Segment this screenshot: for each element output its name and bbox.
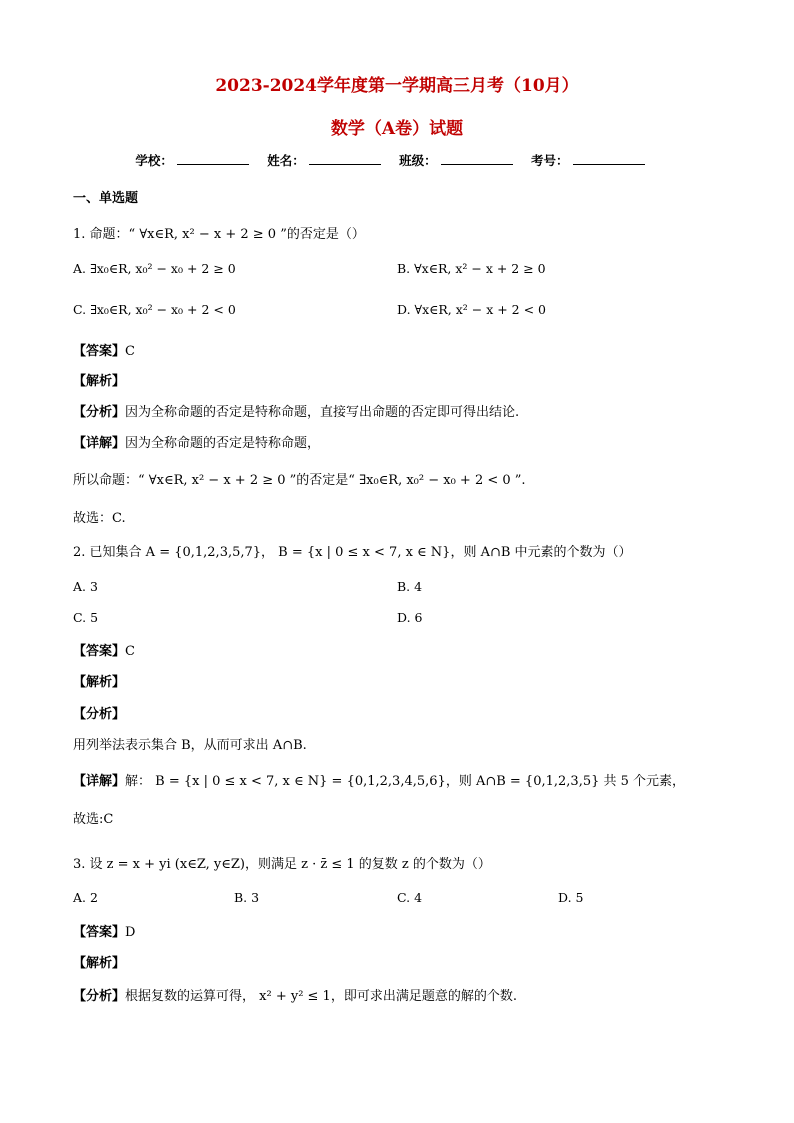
q3-fenxi — [73, 985, 517, 1004]
name-blank — [309, 152, 381, 165]
q3-answer — [73, 921, 135, 940]
q2-fenxi-tag: 【分析】 — [73, 707, 126, 722]
answer-tag: 【答案】 — [73, 925, 126, 940]
q2-option-d: D. 6 — [397, 610, 423, 625]
q1-explanation-line: 所以命题：“ ∀x∈R, x² − x + 2 ≥ 0 ”的否定是“ ∃x₀∈R, x₀² − x₀ + 2 < 0 ”. — [73, 473, 526, 488]
q3-stem: 3. 设 z = x + yi (x∈Z, y∈Z)，则满足 z · z̄ ≤ 1 的复数 z 的个数为（） — [73, 857, 491, 872]
q1-choose: 故选：C. — [73, 511, 126, 526]
xiangjie-text: 解： B = {x | 0 ≤ x < 7, x ∈ N} = {0,1,2,3,4,5,6}，则 A∩B = {0,1,2,3,5} 共 5 个元素， — [125, 774, 686, 789]
answer-value: D — [125, 925, 136, 940]
answer-tag: 【答案】 — [73, 644, 126, 659]
q3-option-d: D. 5 — [558, 890, 584, 905]
fenxi-text: 根据复数的运算可得， x² + y² ≤ 1，即可求出满足题意的解的个数. — [125, 989, 517, 1004]
student-info-line — [0, 151, 794, 169]
q2-xiangjie — [73, 770, 685, 789]
q2-fenxi-text: 用列举法表示集合 B，从而可求出 A∩B. — [73, 738, 307, 753]
q2-answer — [73, 640, 135, 659]
exam-subtitle: 数学（A卷）试题 — [330, 119, 464, 139]
xiangjie-text: 因为全称命题的否定是特称命题， — [125, 436, 321, 451]
answer-tag: 【答案】 — [73, 344, 126, 359]
q1-analysis-tag: 【解析】 — [73, 374, 126, 389]
q1-option-d: D. ∀x∈R, x² − x + 2 < 0 — [397, 302, 547, 317]
class-blank — [441, 152, 513, 165]
q2-option-c: C. 5 — [73, 610, 99, 625]
q3-option-a: A. 2 — [73, 890, 98, 905]
answer-value: C — [125, 344, 135, 359]
q2-choose: 故选:C — [73, 812, 114, 827]
q2-stem: 2. 已知集合 A = {0,1,2,3,5,7}， B = {x | 0 ≤ x < 7, x ∈ N}，则 A∩B 中元素的个数为（） — [73, 545, 632, 560]
fenxi-text: 因为全称命题的否定是特称命题，直接写出命题的否定即可得出结论. — [125, 405, 520, 420]
name-label: 姓名： — [267, 153, 305, 168]
q2-option-a: A. 3 — [73, 579, 98, 594]
class-label: 班级： — [399, 153, 437, 168]
answer-value: C — [125, 644, 135, 659]
school-label: 学校： — [135, 153, 173, 168]
q3-analysis-tag: 【解析】 — [73, 956, 126, 971]
q3-option-c: C. 4 — [397, 890, 423, 905]
q2-option-b: B. 4 — [397, 579, 423, 594]
q1-option-b: B. ∀x∈R, x² − x + 2 ≥ 0 — [397, 261, 546, 276]
q3-option-b: B. 3 — [234, 890, 260, 905]
q1-answer — [73, 340, 135, 359]
q1-option-c: C. ∃x₀∈R, x₀² − x₀ + 2 < 0 — [73, 302, 236, 317]
xiangjie-tag: 【详解】 — [73, 774, 126, 789]
fenxi-tag: 【分析】 — [73, 405, 126, 420]
q1-fenxi — [73, 401, 519, 420]
id-label: 考号： — [531, 153, 569, 168]
q2-analysis-tag: 【解析】 — [73, 675, 126, 690]
id-blank — [573, 152, 645, 165]
fenxi-tag: 【分析】 — [73, 989, 126, 1004]
q1-stem: 1. 命题：“ ∀x∈R, x² − x + 2 ≥ 0 ”的否定是（） — [73, 227, 365, 242]
q1-xiangjie — [73, 432, 320, 451]
xiangjie-tag: 【详解】 — [73, 436, 126, 451]
q1-option-a: A. ∃x₀∈R, x₀² − x₀ + 2 ≥ 0 — [73, 261, 236, 276]
exam-title: 2023-2024学年度第一学期高三月考（10月） — [215, 76, 579, 96]
section-heading: 一、单选题 — [73, 191, 139, 206]
school-blank — [177, 152, 249, 165]
